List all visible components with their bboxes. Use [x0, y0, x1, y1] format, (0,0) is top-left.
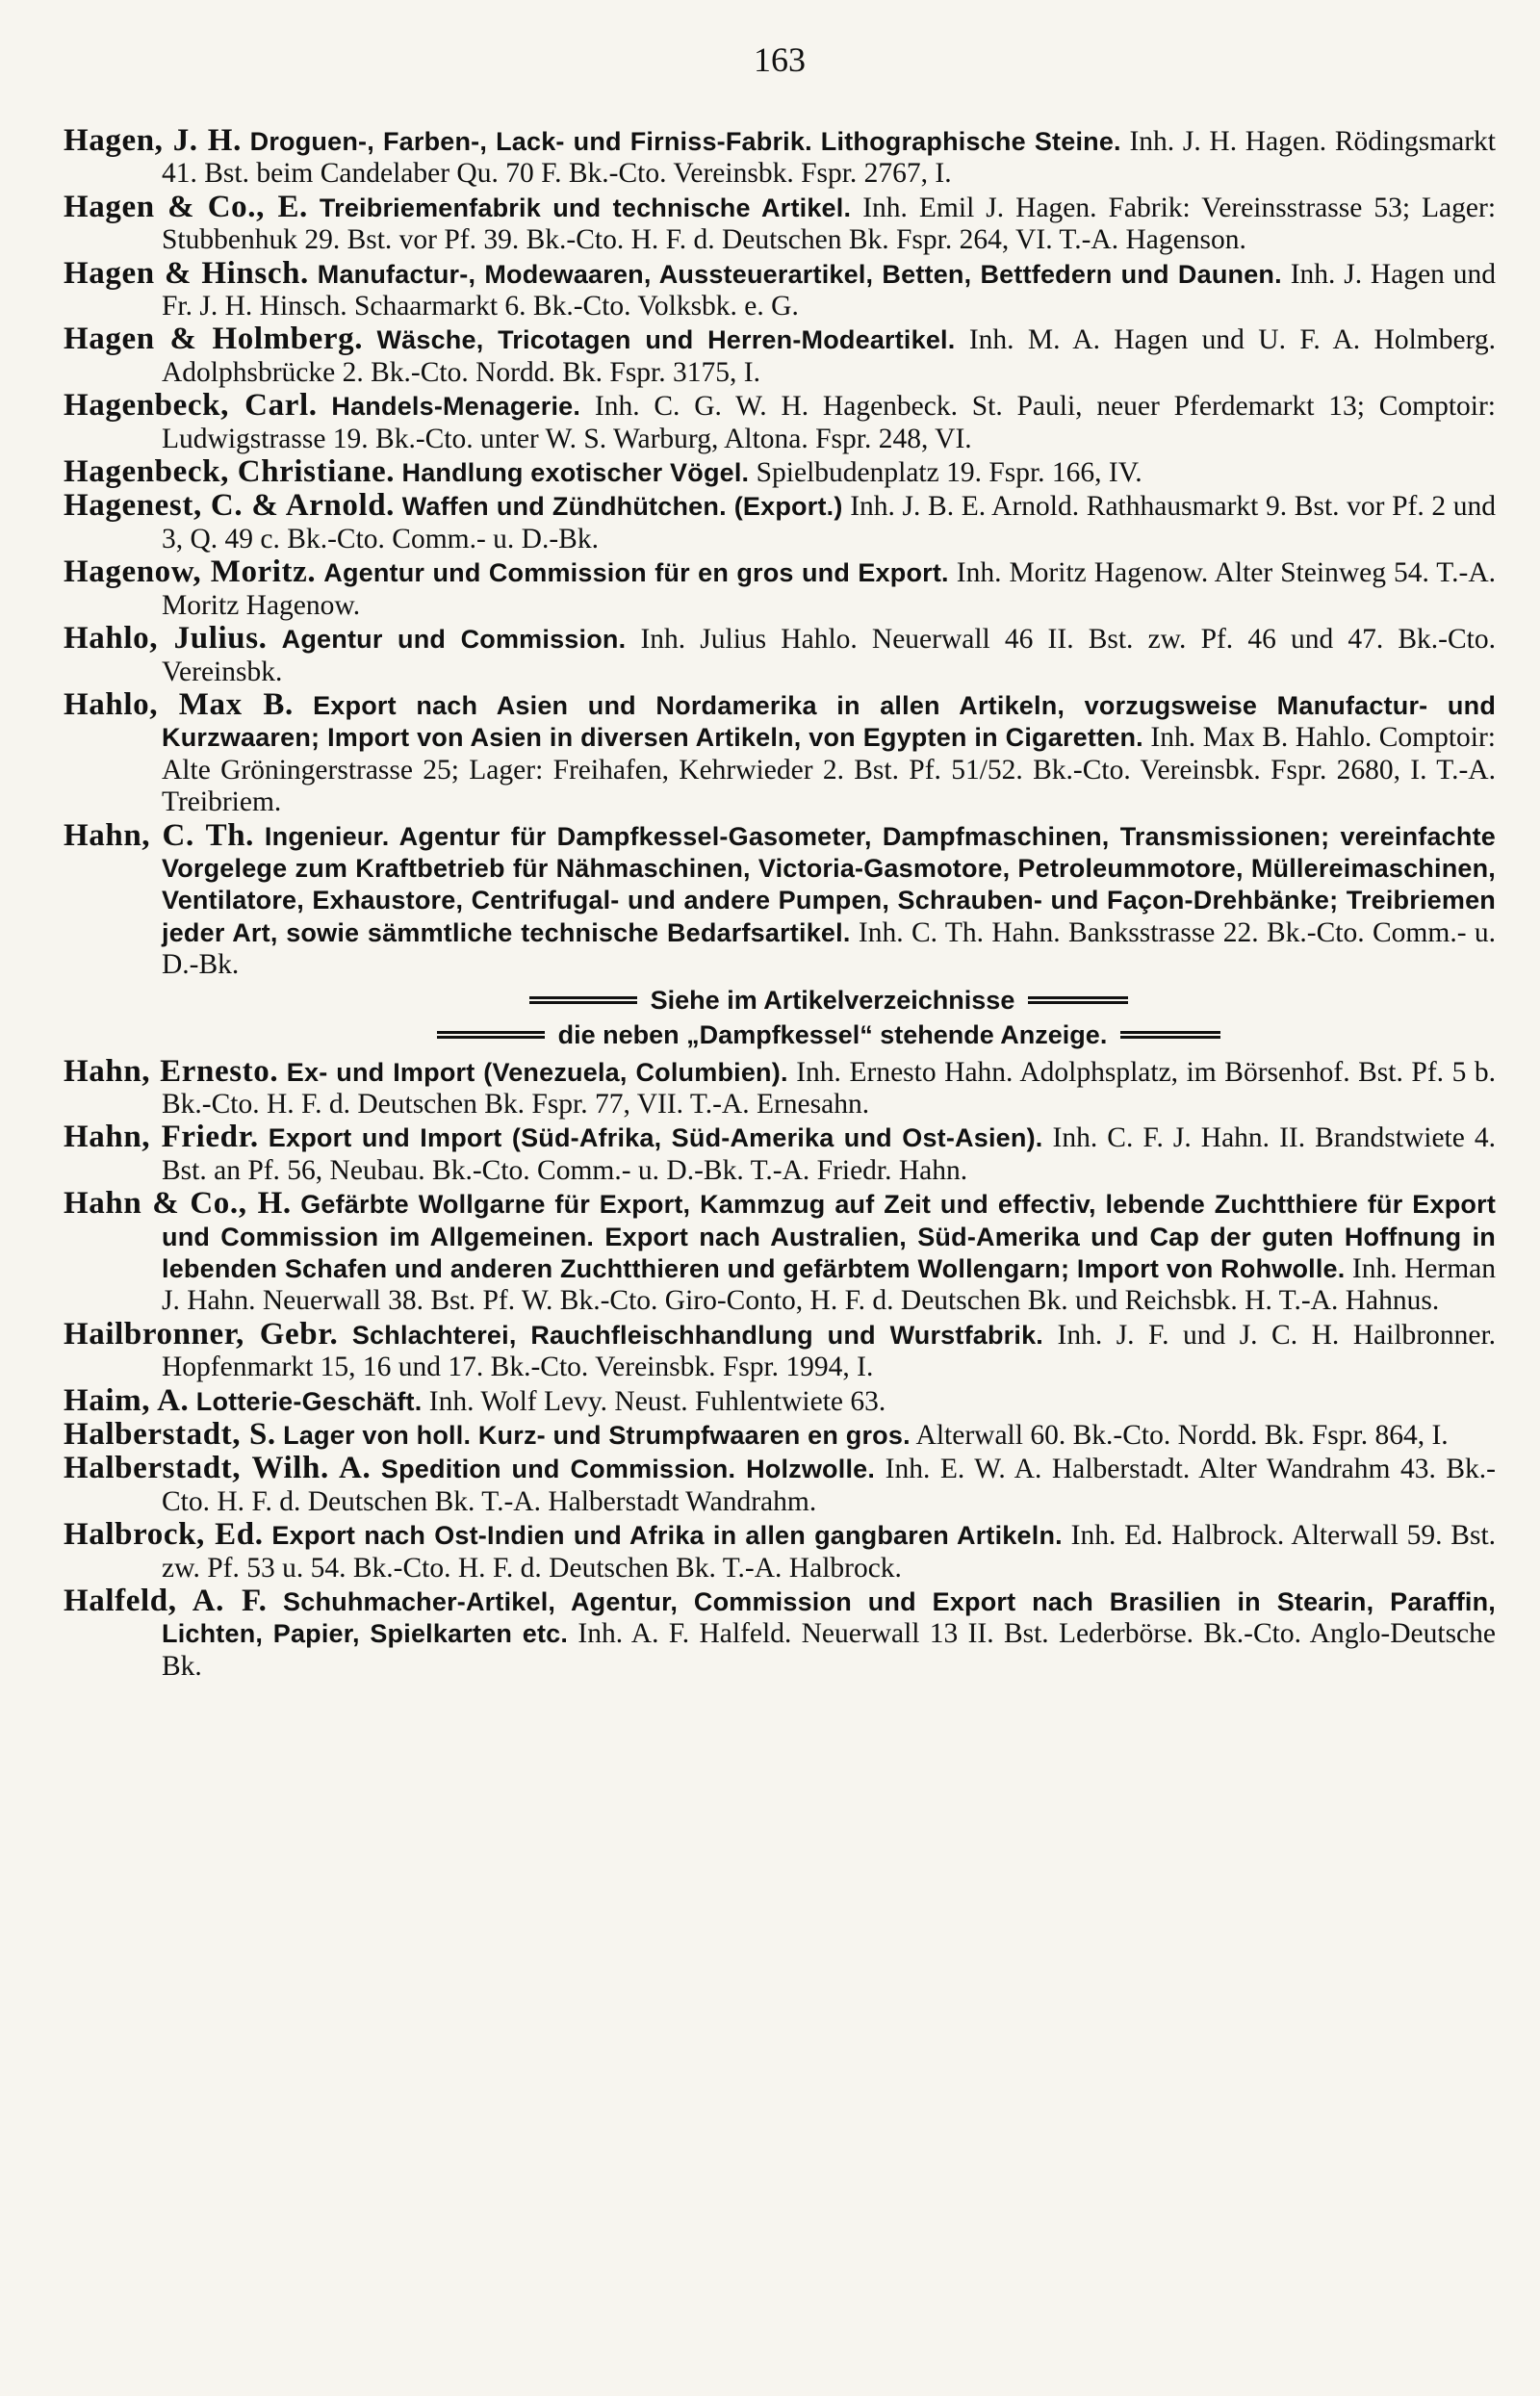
entry-details: Inh. J. F. und J. C. H. Hailbronner. Hopfenmarkt 15, 16 und 17. Bk.-Cto. Vereinsbk. Fspr. 1994, I.: [162, 1319, 1497, 1383]
entry-business: Export nach Ost-Indien und Afrika in allen gangbaren Artikeln.: [271, 1521, 1063, 1551]
entry-details: Inh. C. Th. Hahn. Banksstrasse 22. Bk.-Cto. Comm.- u. D.-Bk.: [162, 916, 1497, 981]
entry-details: Inh. Julius Hahlo. Neuerwall 46 II. Bst. zw. Pf. 46 und 47. Bk.-Cto. Vereinsbk.: [162, 624, 1497, 687]
entry-details: Inh. E. W. A. Halberstadt. Alter Wandrahm 43. Bk.-Cto. H. F. d. Deutschen Bk. T.-A. Halberstadt Wandrahm.: [162, 1454, 1497, 1517]
entry-name: Haim, A.: [64, 1382, 190, 1418]
entry-name: Halbrock, Ed.: [64, 1517, 264, 1553]
entry-details: Inh. Herman J. Hahn. Neuerwall 38. Bst. Pf. W. Bk.-Cto. Giro-Conto, H. F. d. Deutschen Bk. und Reichsbk. H. T.-A. Hahnus.: [162, 1253, 1497, 1317]
entry-details: Inh. J. H. Hagen. Rödingsmarkt 41. Bst. beim Candelaber Qu. 70 F. Bk.-Cto. Vereinsbk. Fspr. 2767, I.: [162, 126, 1497, 190]
entry-details: Inh. Max B. Hahlo. Comptoir: Alte Gröningerstrasse 25; Lager: Freihafen, Kehrwieder 2. Bst. Pf. 51/52. Bk.-Cto. Vereinsbk. Fspr. 2680, I. T.-A. Treibriem.: [162, 722, 1497, 818]
entry-name: Hagenbeck, Carl.: [64, 388, 318, 424]
directory-entry: [64, 456, 1496, 489]
entry-business: Treibriemenfabrik und technische Artikel.: [319, 193, 852, 222]
entry-details: Alterwall 60. Bk.-Cto. Nordd. Bk. Fspr. 864, I.: [915, 1420, 1449, 1452]
entry-business: Lager von holl. Kurz- und Strumpfwaaren en gros.: [283, 1421, 911, 1451]
entry-list: [64, 125, 1496, 982]
entry-name: Halberstadt, Wilh. A.: [64, 1451, 372, 1486]
entry-name: Hahn, Ernesto.: [64, 1053, 279, 1089]
entry-details: Inh. C. F. J. Hahn. II. Brandstwiete 4. Bst. an Pf. 56, Neubau. Bk.-Cto. Comm.- u. D.-Bk. T.-A. Friedr. Hahn.: [162, 1122, 1497, 1186]
entry-details: Inh. Wolf Levy. Neust. Fuhlentwiete 63.: [428, 1385, 886, 1417]
entry-business: Schuhmacher-Artikel, Agentur, Commission und Export nach Brasilien in Stearin, Paraffin, Lichten, Papier, Spielkarten etc.: [162, 1587, 1496, 1649]
entry-business: Wäsche, Tricotagen und Herren-Modeartikel.: [376, 325, 956, 355]
entry-details: Inh. Moritz Hagenow. Alter Steinweg 54. T.-A. Moritz Hagenow.: [162, 557, 1497, 621]
directory-entry: [64, 1519, 1496, 1584]
entry-business: Ex- und Import (Venezuela, Columbien).: [286, 1057, 788, 1087]
entry-business: Spedition und Commission. Holzwolle.: [380, 1455, 876, 1484]
entry-name: Hagen & Hinsch.: [64, 255, 309, 291]
directory-entry: [64, 556, 1496, 622]
directory-entry: [64, 1453, 1496, 1518]
directory-entry: [64, 686, 1497, 819]
directory-entry: [64, 1316, 1497, 1384]
directory-entry: [64, 1188, 1496, 1318]
entry-details: Inh. C. G. W. H. Hagenbeck. St. Pauli, neuer Pferdemarkt 13; Comptoir: Ludwigstrasse 19. Bk.-Cto. unter W. S. Warburg, Altona. Fspr. 248, VI.: [162, 391, 1497, 454]
entry-name: Hagenow, Moritz.: [64, 554, 317, 590]
reference-note-line-1: [162, 983, 1496, 1018]
entry-business: Agentur und Commission.: [281, 625, 627, 655]
entry-business: Schlachterei, Rauchfleischhandlung und Wurstfabrik.: [351, 1320, 1044, 1350]
entry-business: Waffen und Zündhütchen. (Export.): [401, 492, 843, 522]
entry-name: Hagenest, C. & Arnold.: [64, 488, 396, 524]
entry-name: Hahlo, Max B.: [64, 686, 294, 722]
entry-name: Hagen & Co., E.: [64, 189, 308, 224]
entry-details: Inh. Emil J. Hagen. Fabrik: Vereinsstrasse 53; Lager: Stubbenhuk 29. Bst. vor Pf. 39. Bk.-Cto. H. F. d. Deutschen Bk. Fspr. 264, VI. T.-A. Hagenson.: [162, 192, 1497, 256]
entry-list: [64, 1053, 1497, 1684]
entry-details: Inh. M. A. Hagen und U. F. A. Holmberg. Adolphsbrücke 2. Bk.-Cto. Nordd. Bk. Fspr. 3175, I.: [162, 324, 1497, 388]
entry-name: Halberstadt, S.: [64, 1417, 276, 1453]
reference-note: [162, 983, 1496, 1052]
directory-entry: [64, 189, 1497, 257]
entry-business: Handels-Menagerie.: [331, 392, 581, 422]
directory-entry: [64, 490, 1496, 555]
directory-entry: [64, 255, 1497, 323]
entry-details: Spielbudenplatz 19. Fspr. 166, IV.: [756, 457, 1142, 489]
directory-entry: [64, 390, 1496, 455]
double-rule-decoration: [529, 996, 637, 1004]
entry-business: Lotterie-Geschäft.: [195, 1386, 423, 1416]
entry-business: Export nach Asien und Nordamerika in allen Artikeln, vorzugsweise Manufactur- und Kurzwaaren; Import von Asien in diversen Artikeln, von Egypten in Cigaretten.: [162, 690, 1497, 753]
entry-name: Hahn, Friedr.: [64, 1120, 259, 1155]
entry-name: Hahn & Co., H.: [64, 1186, 292, 1222]
entry-business: Agentur und Commission für en gros und Export.: [323, 558, 949, 588]
entry-business: Handlung exotischer Vögel.: [401, 458, 750, 488]
directory-entry: [64, 323, 1496, 389]
directory-entry: [64, 1585, 1496, 1683]
entry-business: Manufactur-, Modewaaren, Aussteuerartikel, Betten, Bettfedern und Daunen.: [317, 259, 1282, 289]
directory-entry: [64, 1382, 1496, 1418]
entry-name: Hahn, C. Th.: [64, 817, 254, 853]
entry-details: Inh. J. B. E. Arnold. Rathhausmarkt 9. Bst. vor Pf. 2 und 3, Q. 49 c. Bk.-Cto. Comm.- u. D.-Bk.: [162, 491, 1497, 554]
entry-name: Halfeld, A. F.: [64, 1584, 268, 1619]
directory-entry: [64, 817, 1497, 982]
entry-business: Ingenieur. Agentur für Dampfkessel-Gasometer, Dampfmaschinen, Transmissionen; vereinfachte Vorgelege zum Kraftbetrieb für Nähmaschinen, Victoria-Gasmotore, Petroleummotore, Müllereimaschinen, Ventilatore, Exhaustore, Centrifugal- und andere Pumpen, Schrauben- und Façon-Drehbänke; Treibriemen jeder Art, sowie sämmtliche technische Bedarfsartikel.: [162, 821, 1496, 947]
directory-entry: [64, 1053, 1497, 1121]
entry-business: Export und Import (Süd-Afrika, Süd-Amerika und Ost-Asien).: [268, 1123, 1043, 1153]
reference-note-text-1: Siehe im Artikelverzeichnisse: [650, 985, 1015, 1015]
double-rule-decoration: [1120, 1031, 1220, 1039]
entry-name: Hagen & Holmberg.: [64, 322, 364, 357]
entry-business: Droguen-, Farben-, Lack- und Firniss-Fabrik. Lithographische Steine.: [249, 127, 1121, 156]
page-number: 163: [754, 40, 806, 79]
entry-name: Hahlo, Julius.: [64, 621, 268, 657]
reference-note-line-2: [162, 1018, 1496, 1052]
entry-name: Hailbronner, Gebr.: [64, 1316, 339, 1352]
entry-details: Inh. Ed. Halbrock. Alterwall 59. Bst. zw. Pf. 53 u. 54. Bk.-Cto. H. F. d. Deutschen Bk. T.-A. Halbrock.: [162, 1520, 1497, 1584]
directory-entry: [64, 1121, 1496, 1187]
reference-note-text-2: die neben „Dampfkessel“ stehende Anzeige.: [557, 1019, 1108, 1049]
entry-details: Inh. J. Hagen und Fr. J. H. Hinsch. Schaarmarkt 6. Bk.-Cto. Volksbk. e. G.: [162, 258, 1497, 322]
directory-entry: [64, 125, 1496, 191]
entry-business: Gefärbte Wollgarne für Export, Kammzug auf Zeit und effectiv, lebende Zuchtthiere für Export und Commission im Allgemeinen. Export nach Australien, Süd-Amerika und Cap der guten Hoffnung in lebenden Schafen und anderen Zuchtthieren und gefärbtem Wollengarn; Import von Rohwolle.: [162, 1190, 1497, 1283]
entry-details: Inh. Ernesto Hahn. Adolphsplatz, im Börsenhof. Bst. Pf. 5 b. Bk.-Cto. H. F. d. Deutschen Bk. Fspr. 77, VII. T.-A. Ernesahn.: [162, 1056, 1497, 1120]
entry-name: Hagenbeck, Christiane.: [64, 454, 396, 490]
entry-name: Hagen, J. H.: [64, 123, 242, 158]
directory-entry: [64, 623, 1496, 688]
double-rule-decoration: [1028, 996, 1128, 1004]
directory-entry: [64, 1419, 1496, 1452]
entry-details: Inh. A. F. Halfeld. Neuerwall 13 II. Bst. Lederbörse. Bk.-Cto. Anglo-Deutsche Bk.: [162, 1618, 1496, 1682]
double-rule-decoration: [437, 1031, 545, 1039]
